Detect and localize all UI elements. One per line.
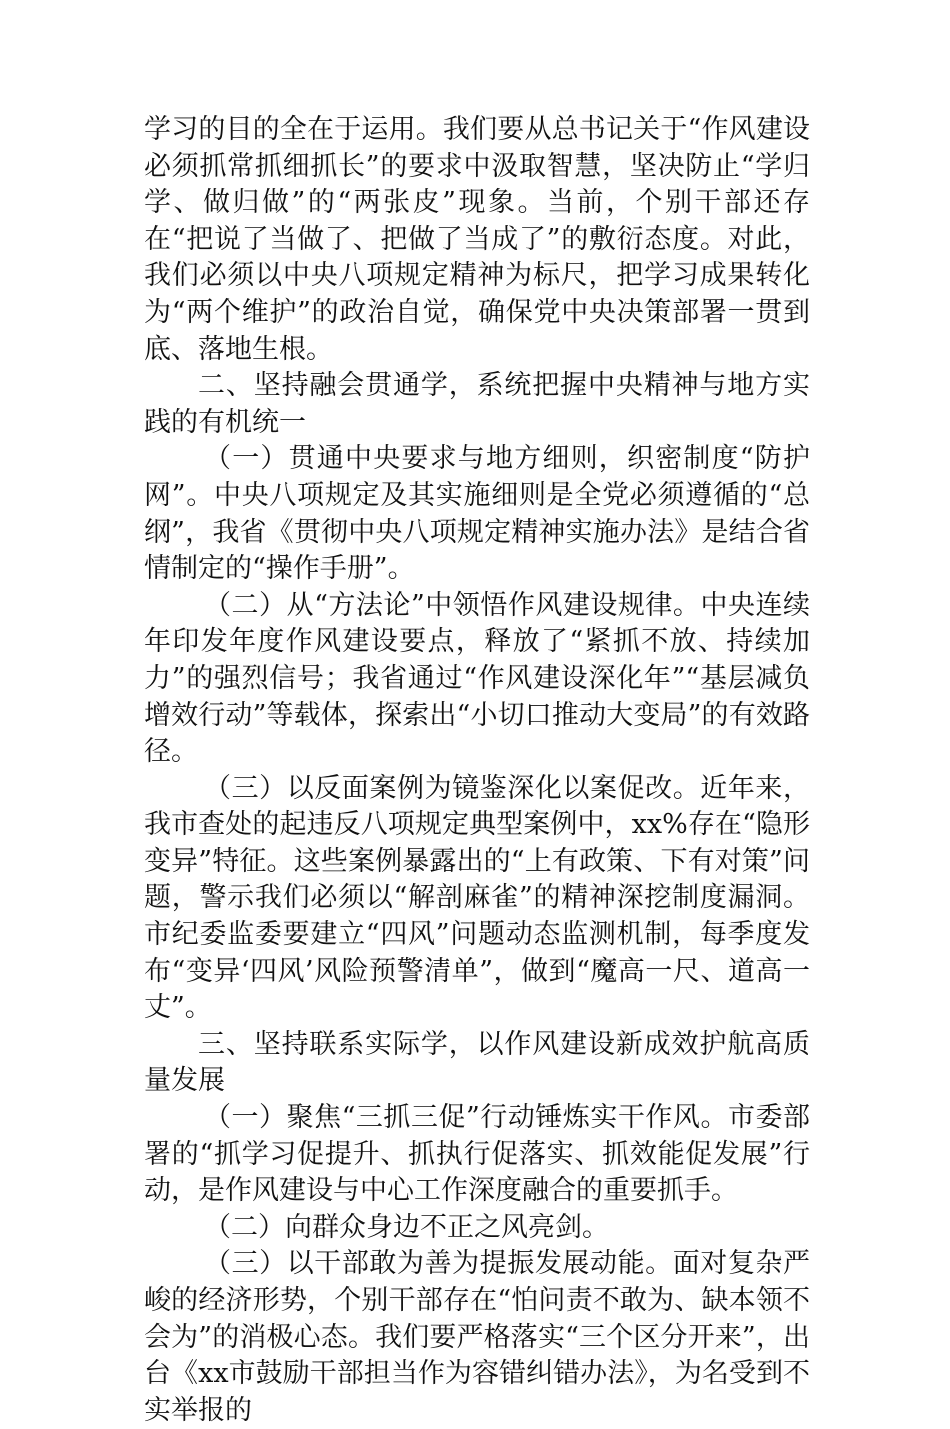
paragraph-opening: 学习的目的全在于运用。我们要从总书记关于“作风建设必须抓常抓细抓长”的要求中汲取智慧，坚决防止“学归学、做归做”的“两张皮”现象。当前，个别干部还存在“把说了当做了、把做了当成了”的敷衍态度。对此，我们必须以中央八项规定精神为标尺，把学习成果转化为“两个维护”的政治自觉，确保党中央决策部署一贯到底、落地生根。 (144, 114, 810, 365)
paragraph-2-1: （一）贯通中央要求与地方细则，织密制度“防护网”。中央八项规定及其实施细则是全党必须遵循的“总纲”，我省《贯彻中央八项规定精神实施办法》是结合省情制定的“操作手册”。 (144, 443, 810, 585)
paragraph-2-3: （三）以反面案例为镜鉴深化以案促改。近年来，我市查处的起违反八项规定典型案例中，xx%存在“隐形变异”特征。这些案例暴露出的“上有政策、下有对策”问题，警示我们必须以“解剖麻雀”的精神深挖制度漏洞。市纪委监委要建立“四风”问题动态监测机制，每季度发布“变异‘四风’风险预警清单”，做到“魔高一尺、道高一丈”。 (144, 772, 810, 1024)
paragraph-3-3: （三）以干部敢为善为提振发展动能。面对复杂严峻的经济形势，个别干部存在“怕问责不敢为、缺本领不会为”的消极心态。我们要严格落实“三个区分开来”，出台《xx市鼓励干部担当作为容错纠错办法》，为名受到不实举报的 (144, 1248, 810, 1426)
section-heading-2: 二、坚持融会贯通学，系统把握中央精神与地方实践的有机统一 (144, 370, 810, 438)
document-body (144, 112, 810, 1429)
section-heading-3: 三、坚持联系实际学，以作风建设新成效护航高质量发展 (144, 1028, 810, 1097)
paragraph-3-1: （一）聚焦“三抓三促”行动锤炼实干作风。市委部署的“抓学习促提升、抓执行促落实、抓效能促发展”行动，是作风建设与中心工作深度融合的重要抓手。 (144, 1102, 810, 1207)
paragraph-2-2: （二）从“方法论”中领悟作风建设规律。中央连续年印发年度作风建设要点，释放了“紧抓不放、持续加力”的强烈信号；我省通过“作风建设深化年”“基层减负增效行动”等载体，探索出“小切口推动大变局”的有效路径。 (144, 589, 810, 768)
paragraph-3-2: （二）向群众身边不正之风亮剑。 (204, 1211, 609, 1243)
